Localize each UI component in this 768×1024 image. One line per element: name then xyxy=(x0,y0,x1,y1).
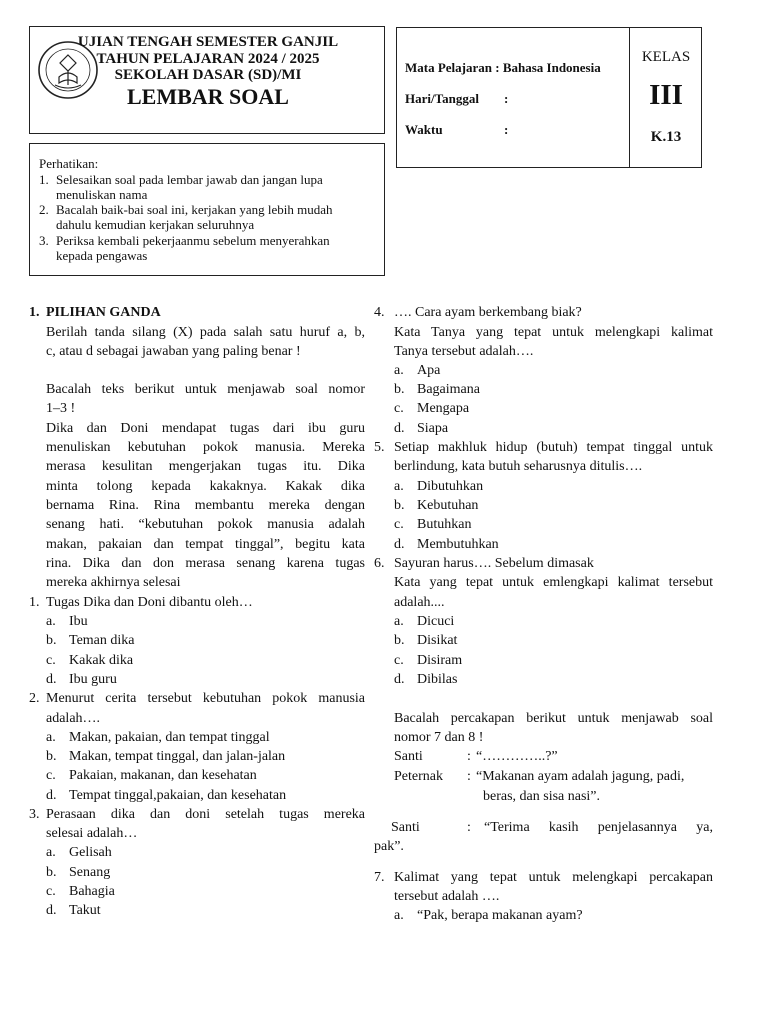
instructions-box xyxy=(29,143,385,276)
question-text: Kata yang tepat untuk emlengkapi kalimat tersebut xyxy=(394,575,713,590)
passage-line: merasa kesulitan mengerjakan tugas itu. Dika xyxy=(46,459,365,474)
exam-title-line1: UJIAN TENGAH SEMESTER GANJIL xyxy=(77,34,339,50)
dialog-text: beras, dan sisa nasi”. xyxy=(483,789,601,804)
exam-title-line2: TAHUN PELAJARAN 2024 / 2025 xyxy=(96,51,320,67)
curriculum-label: K.13 xyxy=(650,129,682,145)
option-letter: a. xyxy=(394,908,404,923)
option-text: Dibilas xyxy=(417,672,458,687)
option-text: Apa xyxy=(417,363,441,378)
reading-instruction: Bacalah percakapan berikut untuk menjawab soal xyxy=(394,711,713,726)
option-text: Pakaian, makanan, dan kesehatan xyxy=(69,768,257,783)
dialog-text: “Terima kasih penjelasannya ya, xyxy=(484,820,713,835)
instruction-item xyxy=(39,233,379,263)
question-text: adalah…. xyxy=(46,711,101,726)
question-text: tersebut adalah …. xyxy=(394,889,500,904)
question-text: Setiap makhluk hidup (butuh) tempat tinggal untuk xyxy=(394,440,713,455)
reading-instruction: Bacalah teks berikut untuk menjawab soal nomor xyxy=(46,382,365,397)
dialog-speaker: Santi xyxy=(391,820,420,835)
question-number: 5. xyxy=(374,440,385,455)
option-letter: d. xyxy=(46,788,57,803)
question-text: selesai adalah… xyxy=(46,826,138,841)
passage-line: Dika dan Doni mendapat tugas dari ibu guru xyxy=(46,421,365,436)
passage-line: bernama Rina. Rina membantu mereka dengan xyxy=(46,498,365,513)
option-letter: c. xyxy=(394,517,404,532)
option-text: Disiram xyxy=(417,653,463,668)
option-letter: b. xyxy=(46,865,57,880)
question-text: Menurut cerita tersebut kebutuhan pokok manusia xyxy=(46,691,365,706)
passage-line: menuliskan kebutuhan pokok manusia. Mereka xyxy=(46,440,365,455)
option-text: Bahagia xyxy=(69,884,115,899)
dialog-colon: : xyxy=(467,820,471,835)
option-letter: b. xyxy=(46,749,57,764)
question-text: Sayuran harus…. Sebelum dimasak xyxy=(394,556,594,571)
option-letter: b. xyxy=(394,498,405,513)
time-colon: : xyxy=(504,122,509,137)
day-colon: : xyxy=(504,91,509,106)
instruction-text-line1: Selesaikan soal pada lembar jawab dan jangan lupa xyxy=(56,172,323,187)
option-text: Senang xyxy=(69,865,111,880)
option-letter: c. xyxy=(46,884,56,899)
option-letter: a. xyxy=(394,363,404,378)
dialog-text: pak”. xyxy=(374,839,404,854)
exam-title-line3: SEKOLAH DASAR (SD)/MI xyxy=(114,67,302,83)
option-text: Disikat xyxy=(417,633,458,648)
option-text: Butuhkan xyxy=(417,517,472,532)
option-text: Makan, tempat tinggal, dan jalan-jalan xyxy=(69,749,286,764)
instruction-text-line2: menuliskan nama xyxy=(56,187,148,202)
question-text: Kata Tanya yang tepat untuk melengkapi kalimat xyxy=(394,325,713,340)
option-letter: c. xyxy=(46,653,56,668)
option-letter: d. xyxy=(394,421,405,436)
class-value: III xyxy=(649,79,683,111)
option-text: Siapa xyxy=(417,421,449,436)
question-text: Tanya tersebut adalah…. xyxy=(394,344,534,359)
option-letter: c. xyxy=(394,401,404,416)
question-number: 2. xyxy=(29,691,40,706)
option-text: Mengapa xyxy=(417,401,470,416)
question-text: Tugas Dika dan Doni dibantu oleh… xyxy=(46,595,253,610)
instruction-text-line2: kepada pengawas xyxy=(56,248,148,263)
dialog-text: “Makanan ayam adalah jagung, padi, xyxy=(476,769,685,784)
instruction-number: 2. xyxy=(39,202,49,217)
instruction-item xyxy=(39,202,379,232)
instruction-text-line1: Bacalah baik-bai soal ini, kerjakan yang lebih mudah xyxy=(56,202,333,217)
option-text: Bagaimana xyxy=(417,382,480,397)
dialog-speaker: Santi xyxy=(394,749,423,764)
dialog-text: “…………..?” xyxy=(476,749,558,764)
passage-line: senang hati. “kebutuhan pokok manusia adalah xyxy=(46,517,365,532)
subject-label: Mata Pelajaran : Bahasa Indonesia xyxy=(405,60,601,75)
option-letter: a. xyxy=(46,614,56,629)
instruction-line: Berilah tanda silang (X) pada salah satu huruf a, b, xyxy=(46,325,365,340)
page-title: LEMBAR SOAL xyxy=(127,84,289,109)
dialog-speaker: Peternak xyxy=(394,769,443,784)
section-number: 1. xyxy=(29,305,40,320)
instruction-item xyxy=(39,172,379,202)
reading-instruction: nomor 7 dan 8 ! xyxy=(394,730,484,745)
option-letter: b. xyxy=(46,633,57,648)
class-label: KELAS xyxy=(641,49,691,65)
option-letter: c. xyxy=(46,768,56,783)
instruction-line: c, atau d sebagai jawaban yang paling benar ! xyxy=(46,344,301,359)
section-title: PILIHAN GANDA xyxy=(46,305,161,320)
option-text: Membutuhkan xyxy=(417,537,499,552)
passage-line: makan, pakaian dan tempat tinggal”, begitu kata xyxy=(46,537,365,552)
time-label: Waktu xyxy=(405,122,443,137)
option-text: Dibutuhkan xyxy=(417,479,484,494)
exam-info-box xyxy=(396,27,702,168)
question-number: 6. xyxy=(374,556,385,571)
option-letter: b. xyxy=(394,633,405,648)
question-text: Perasaan dika dan doni setelah tugas mereka xyxy=(46,807,365,822)
option-text: Gelisah xyxy=(69,845,112,860)
option-text: Tempat tinggal,pakaian, dan kesehatan xyxy=(69,788,287,803)
option-letter: b. xyxy=(394,382,405,397)
option-letter: a. xyxy=(46,845,56,860)
option-text: Teman dika xyxy=(69,633,135,648)
option-text: Ibu xyxy=(69,614,88,629)
option-letter: d. xyxy=(394,672,405,687)
option-text: “Pak, berapa makanan ayam? xyxy=(417,908,583,923)
option-text: Takut xyxy=(69,903,101,918)
question-text: adalah.... xyxy=(394,595,445,610)
option-letter: d. xyxy=(46,672,57,687)
option-letter: c. xyxy=(394,653,404,668)
passage-line: minta tolong kepada kakaknya. Kakak dika xyxy=(46,479,365,494)
option-text: Kakak dika xyxy=(69,653,134,668)
instruction-number: 3. xyxy=(39,233,49,248)
question-number: 7. xyxy=(374,870,385,885)
day-label: Hari/Tanggal xyxy=(405,91,479,106)
passage-line: mereka akhirnya selesai xyxy=(46,575,181,590)
instruction-text-line1: Periksa kembali pekerjaanmu sebelum menyerahkan xyxy=(56,233,330,248)
option-text: Dicuci xyxy=(417,614,455,629)
passage-line: rina. Dika dan don merasa senang karena tugas xyxy=(46,556,365,571)
option-letter: a. xyxy=(394,614,404,629)
question-text: …. Cara ayam berkembang biak? xyxy=(394,305,582,320)
question-number: 3. xyxy=(29,807,40,822)
dialog-colon: : xyxy=(467,749,471,764)
option-text: Ibu guru xyxy=(69,672,117,687)
question-number: 1. xyxy=(29,595,40,610)
reading-instruction: 1–3 ! xyxy=(46,401,76,416)
option-text: Kebutuhan xyxy=(417,498,479,513)
question-number: 4. xyxy=(374,305,385,320)
instructions-title: Perhatikan: xyxy=(39,156,99,171)
question-text: Kalimat yang tepat untuk melengkapi percakapan xyxy=(394,870,713,885)
option-letter: a. xyxy=(46,730,56,745)
option-text: Makan, pakaian, dan tempat tinggal xyxy=(69,730,270,745)
dialog-colon: : xyxy=(467,769,471,784)
option-letter: d. xyxy=(46,903,57,918)
header-title-box xyxy=(29,26,385,134)
option-letter: a. xyxy=(394,479,404,494)
question-text: berlindung, kata butuh seharusnya ditulis…. xyxy=(394,459,643,474)
instruction-text-line2: dahulu kemudian kerjakan seluruhnya xyxy=(56,217,255,232)
option-letter: d. xyxy=(394,537,405,552)
instruction-number: 1. xyxy=(39,172,49,187)
